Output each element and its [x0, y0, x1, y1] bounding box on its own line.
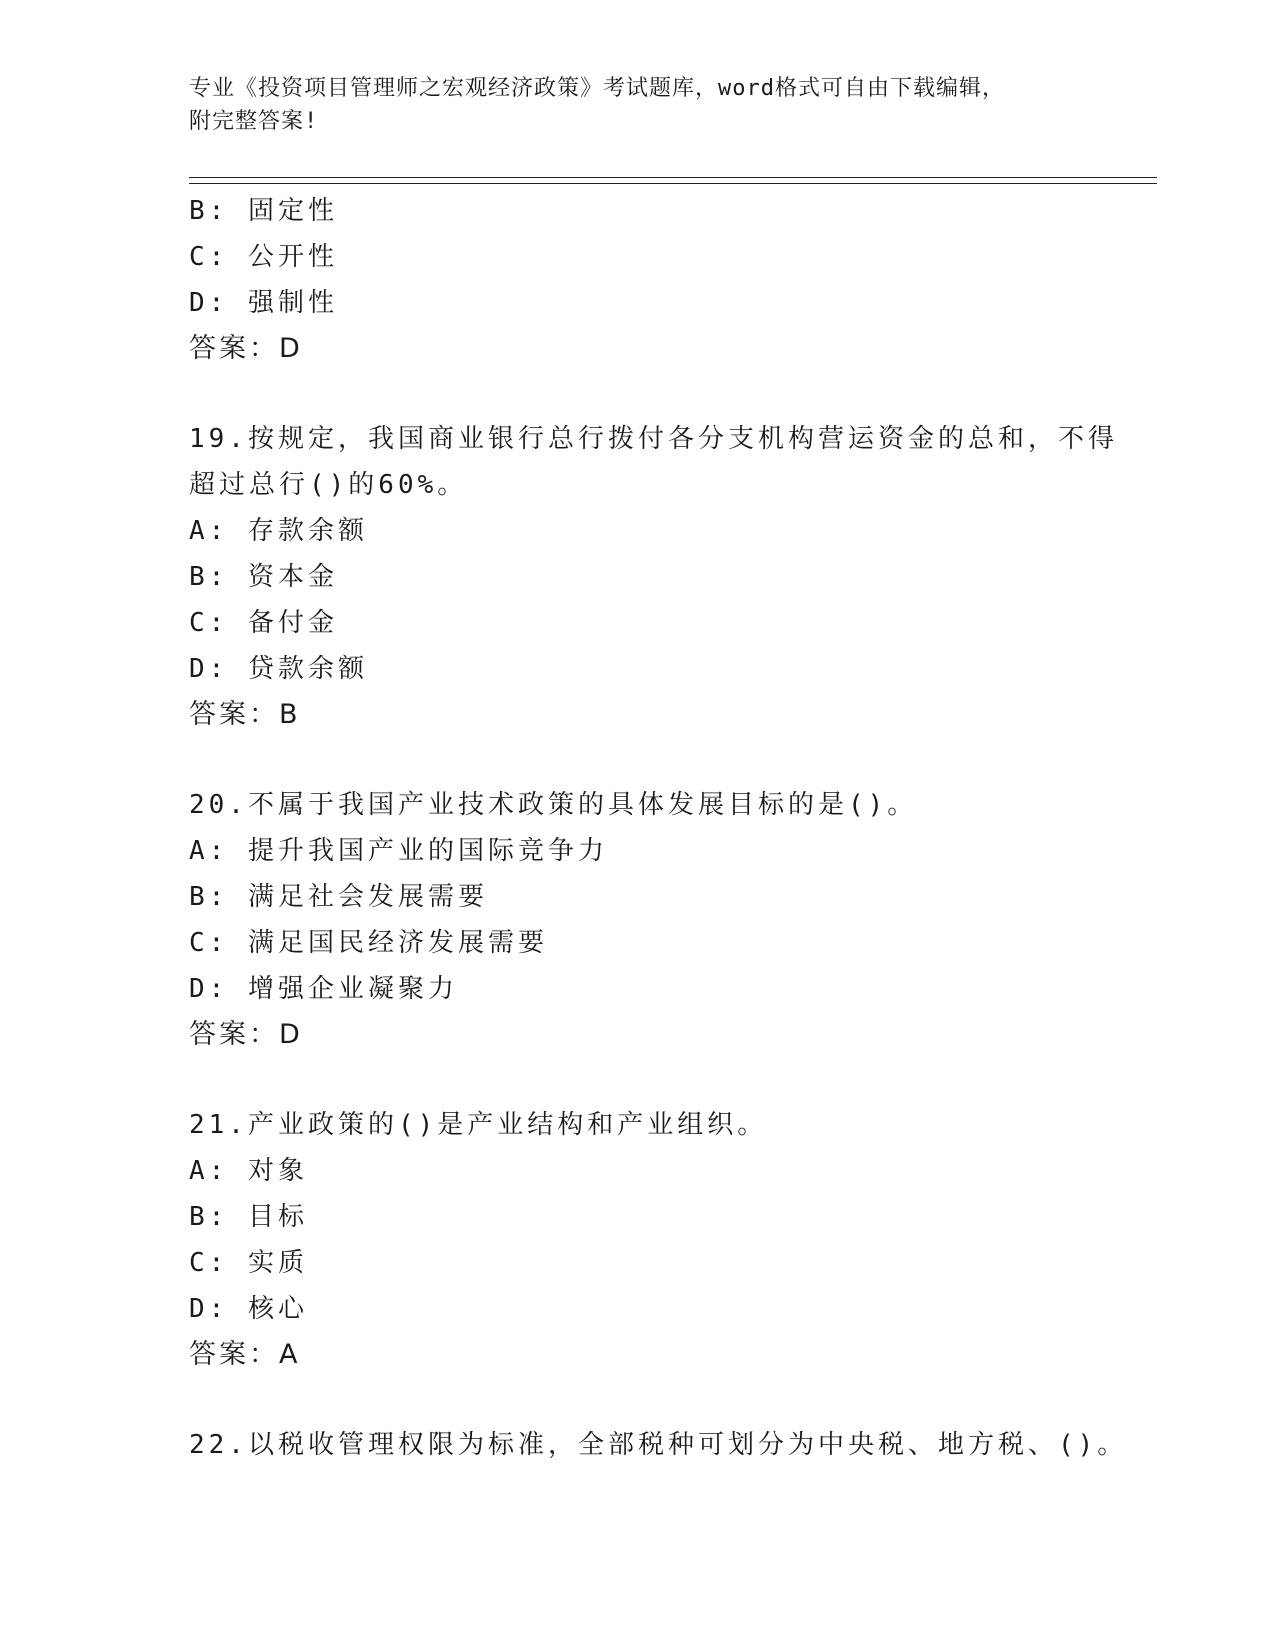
option-a: A: 对象 [189, 1156, 308, 1186]
document-header [189, 72, 1089, 138]
option-b: B: 目标 [189, 1202, 308, 1232]
option-c: C: 公开性 [189, 242, 338, 272]
answer-line: 答案：A [189, 1339, 301, 1370]
question-18-continuation [189, 188, 1109, 372]
question-list [189, 188, 1128, 1468]
option-a: A: 存款余额 [189, 516, 368, 546]
question-stem-line-2: 超过总行()的60%。 [189, 470, 468, 500]
header-line-1: 专业《投资项目管理师之宏观经济政策》考试题库，word格式可自由下载编辑， [189, 76, 1005, 101]
question-stem-line-1: 21.产业政策的()是产业结构和产业组织。 [189, 1110, 768, 1140]
answer-line: 答案：D [189, 333, 303, 364]
option-d: D: 核心 [189, 1294, 308, 1324]
question-20 [189, 782, 1109, 1058]
option-c: C: 满足国民经济发展需要 [189, 928, 548, 958]
option-c: C: 实质 [189, 1248, 308, 1278]
header-divider-top [189, 177, 1157, 178]
option-d: D: 增强企业凝聚力 [189, 974, 458, 1004]
option-b: B: 资本金 [189, 562, 338, 592]
header-divider-bottom [189, 183, 1157, 184]
option-a: A: 提升我国产业的国际竞争力 [189, 836, 608, 866]
question-19 [189, 416, 1118, 738]
option-d: D: 强制性 [189, 288, 338, 318]
option-b: B: 满足社会发展需要 [189, 882, 488, 912]
option-c: C: 备付金 [189, 608, 338, 638]
question-stem-line-1: 22.以税收管理权限为标准，全部税种可划分为中央税、地方税、()。 [189, 1430, 1128, 1460]
answer-line: 答案：B [189, 699, 301, 730]
option-d: D: 贷款余额 [189, 654, 368, 684]
question-stem-line-1: 20.不属于我国产业技术政策的具体发展目标的是()。 [189, 790, 918, 820]
answer-line: 答案：D [189, 1019, 303, 1050]
question-22 [189, 1422, 1128, 1468]
question-21 [189, 1102, 1109, 1378]
option-b: B: 固定性 [189, 196, 338, 226]
header-line-2: 附完整答案! [189, 109, 319, 134]
question-stem-line-1: 19.按规定，我国商业银行总行拨付各分支机构营运资金的总和，不得 [189, 424, 1118, 454]
